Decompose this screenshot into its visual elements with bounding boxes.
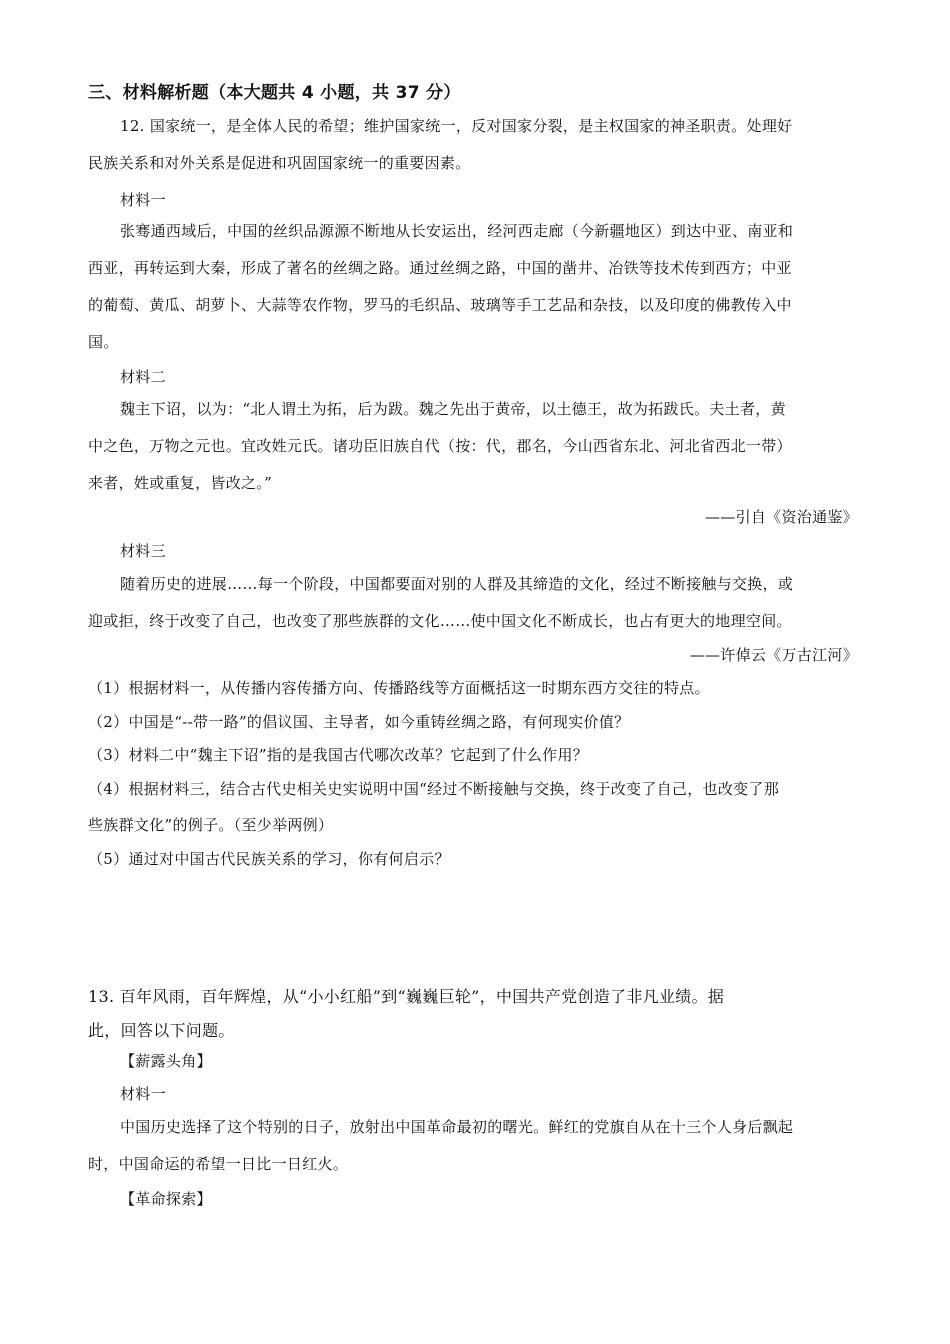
q12-material-3-source: ——许倬云《万古江河》 (689, 646, 858, 664)
q13-material-1-label: 材料一 (120, 1085, 166, 1103)
q12-material-3-label: 材料三 (120, 542, 166, 560)
q12-material-1-line-3: 的葡萄、黄瓜、胡萝卜、大蒜等农作物，罗马的毛织品、玻璃等手工艺品和杂技，以及印度的佛教传入中 (88, 296, 792, 314)
q12-material-2-line-1: 魏主下诏，以为：“北人谓土为拓，后为跋。魏之先出于黄帝，以土德王，故为拓跋氏。夫土者，黄 (120, 400, 786, 418)
q12-question-2: （2）中国是“--带一路”的倡议国、主导者，如今重铸丝绸之路，有何现实价值？ (88, 713, 630, 731)
q12-question-4-line-1: （4）根据材料三，结合古代史相关史实说明中国“经过不断接触与交换，终于改变了自己，也改变了那 (88, 780, 780, 798)
q12-material-2-label: 材料二 (120, 368, 166, 386)
q13-subheading-1: 【薪露头角】 (120, 1052, 212, 1070)
q12-material-2-line-2: 中之色，万物之元也。宜改姓元氏。诸功臣旧族自代（按：代，郡名，今山西省东北、河北省西北一带） (88, 437, 792, 455)
q12-material-1-line-1: 张骞通西域后，中国的丝织品源源不断地从长安运出，经河西走廊（今新疆地区）到达中亚、南亚和 (120, 222, 794, 240)
section-title: 三、材料解析题（本大题共 4 小题，共 37 分） (88, 83, 461, 103)
q12-material-1-line-4: 国。 (88, 333, 119, 351)
q12-question-4-line-2: 些族群文化”的例子。（至少举两例） (88, 816, 334, 834)
q13-material-1-line-2: 时，中国命运的希望一日比一日红火。 (88, 1155, 349, 1173)
q12-material-3-line-1: 随着历史的进展……每一个阶段，中国都要面对别的人群及其缔造的文化，经过不断接触与交换，或 (120, 575, 794, 593)
q12-material-1-label: 材料一 (120, 191, 166, 209)
q12-material-3-line-2: 迎或拒，终于改变了自己，也改变了那些族群的文化……使中国文化不断成长，也占有更大的地理空间。 (88, 612, 792, 630)
q13-subheading-2: 【革命探索】 (120, 1190, 212, 1208)
q12-material-2-source: ——引自《资治通鉴》 (704, 508, 858, 526)
q12-intro-line-1: 12. 国家统一，是全体人民的希望；维护国家统一，反对国家分裂，是主权国家的神圣职责。处理好 (120, 117, 793, 135)
q12-material-1-line-2: 西亚，再转运到大秦，形成了著名的丝绸之路。通过丝绸之路，中国的凿井、冶铁等技术传到西方；中亚 (88, 259, 792, 277)
q13-material-1-line-1: 中国历史选择了这个特别的日子，放射出中国革命最初的曙光。鲜红的党旗自从在十三个人身后飘起 (120, 1118, 794, 1136)
q13-intro-line-1: 13. 百年风雨，百年辉煌，从“小小红船”到“巍巍巨轮”，中国共产党创造了非凡业绩。据 (88, 987, 725, 1006)
q12-intro-line-2: 民族关系和对外关系是促进和巩固国家统一的重要因素。 (88, 154, 471, 172)
q12-question-1: （1）根据材料一，从传播内容传播方向、传播路线等方面概括这一时期东西方交往的特点。 (88, 679, 710, 697)
q13-intro-line-2: 此，回答以下问题。 (88, 1021, 235, 1040)
q12-material-2-line-3: 来者，姓或重复，皆改之。” (88, 474, 273, 492)
q12-question-3: （3）材料二中“魏主下诏”指的是我国古代哪次改革？它起到了什么作用？ (88, 746, 589, 764)
q12-question-5: （5）通过对中国古代民族关系的学习，你有何启示？ (88, 850, 450, 868)
